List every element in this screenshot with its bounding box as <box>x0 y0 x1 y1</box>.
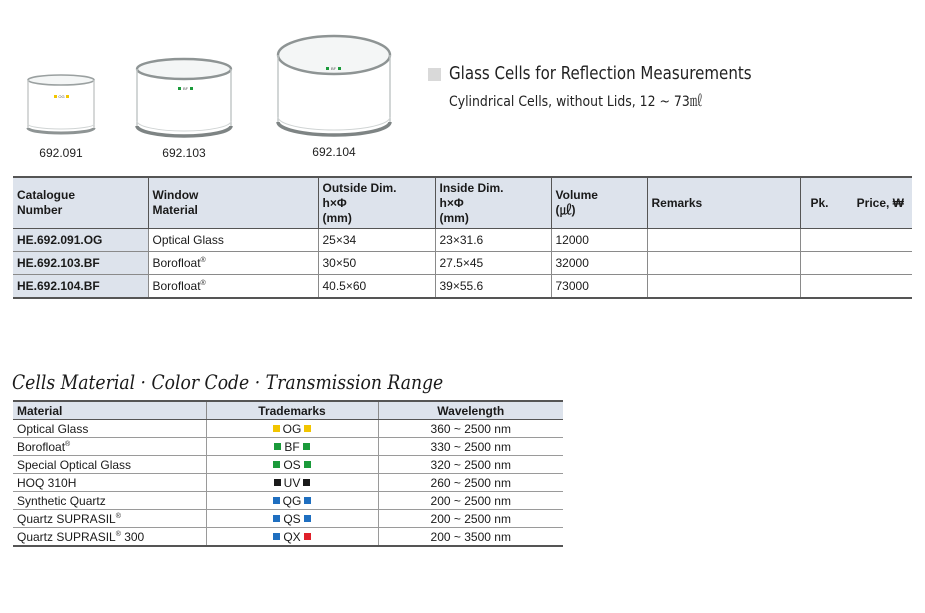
trademark-code: OS <box>283 457 301 472</box>
color-square-icon <box>303 479 310 486</box>
cell-catalogue: HE.692.091.OG <box>13 229 148 252</box>
glass-cell-icon <box>134 56 234 142</box>
cell-trademark <box>206 420 378 438</box>
color-code-square <box>54 95 57 98</box>
header-pk-price <box>800 177 912 229</box>
table-row <box>13 456 563 474</box>
header-volume: Volume (㎕) <box>551 177 647 229</box>
color-code-square <box>326 67 329 70</box>
cell-material: HOQ 310H <box>13 474 206 492</box>
color-square-icon <box>273 533 280 540</box>
color-code-square <box>190 87 193 90</box>
color-square-icon <box>274 443 281 450</box>
header-window-material: Window Material <box>148 177 318 229</box>
header-inside-dim: Inside Dim. h×Φ (mm) <box>435 177 551 229</box>
color-square-icon <box>304 461 311 468</box>
color-code-square <box>66 95 69 98</box>
section-title-color-code: Cells Material · Color Code · Transmission Range <box>12 370 444 394</box>
catalogue-label: 692.104 <box>312 145 356 159</box>
cell-material: Quartz SUPRASIL® <box>13 510 206 528</box>
cell-wavelength: 200 ~ 3500 nm <box>378 528 563 547</box>
table-row <box>13 229 912 252</box>
trademark-code: QG <box>282 493 302 508</box>
trademark-code: QX <box>283 529 301 544</box>
cell-catalogue: HE.692.104.BF <box>13 275 148 299</box>
table-row <box>13 252 912 275</box>
product-image-692-104 <box>274 32 394 159</box>
table-row <box>13 492 563 510</box>
color-square-icon <box>273 515 280 522</box>
cell-volume: 73000 <box>551 275 647 299</box>
cell-volume: 12000 <box>551 229 647 252</box>
cell-pk-price <box>800 229 912 252</box>
glass-cell-icon <box>26 72 96 142</box>
color-code-label: BF <box>330 66 337 71</box>
cell-volume: 32000 <box>551 252 647 275</box>
color-square-icon <box>304 515 311 522</box>
cell-trademark <box>206 492 378 510</box>
table-row <box>13 528 563 547</box>
cell-material: Special Optical Glass <box>13 456 206 474</box>
trademark-code: BF <box>284 439 300 454</box>
cell-inside: 39×55.6 <box>435 275 551 299</box>
cell-wavelength: 260 ~ 2500 nm <box>378 474 563 492</box>
cell-outside: 30×50 <box>318 252 435 275</box>
color-square-icon <box>304 533 311 540</box>
page-title: Glass Cells for Reflection Measurements <box>449 64 752 84</box>
color-square-icon <box>274 479 281 486</box>
color-code-table <box>13 400 563 547</box>
cell-material: Borofloat® <box>13 438 206 456</box>
trademark-code: OG <box>282 421 302 436</box>
cell-wavelength: 200 ~ 2500 nm <box>378 492 563 510</box>
cell-trademark <box>206 456 378 474</box>
cell-wavelength: 200 ~ 2500 nm <box>378 510 563 528</box>
color-code-label: OG <box>58 94 65 99</box>
color-code-square <box>338 67 341 70</box>
header-remarks: Remarks <box>647 177 800 229</box>
cell-wavelength: 360 ~ 2500 nm <box>378 420 563 438</box>
table-header-row <box>13 401 563 420</box>
color-square-icon <box>304 497 311 504</box>
color-square-icon <box>273 497 280 504</box>
header-material: Material <box>13 401 206 420</box>
color-square-icon <box>304 425 311 432</box>
catalogue-label: 692.103 <box>162 146 206 160</box>
table-header-row <box>13 177 912 229</box>
header-price: Price, ₩ <box>856 195 904 210</box>
cell-material: Synthetic Quartz <box>13 492 206 510</box>
cell-remarks <box>647 252 800 275</box>
table-row <box>13 474 563 492</box>
table-row <box>13 275 912 299</box>
color-square-icon <box>303 443 310 450</box>
cell-material: Optical Glass <box>13 420 206 438</box>
cell-pk-price <box>800 252 912 275</box>
cell-trademark <box>206 528 378 547</box>
cell-pk-price <box>800 275 912 299</box>
cell-inside: 27.5×45 <box>435 252 551 275</box>
cell-trademark <box>206 438 378 456</box>
cell-material: Borofloat® <box>148 275 318 299</box>
table-row <box>13 510 563 528</box>
color-square-icon <box>273 461 280 468</box>
header-outside-dim: Outside Dim. h×Φ (mm) <box>318 177 435 229</box>
glass-cell-icon <box>274 32 394 142</box>
cell-material: Optical Glass <box>148 229 318 252</box>
page-subtitle: Cylindrical Cells, without Lids, 12 ~ 73㎖ <box>449 94 703 110</box>
cell-outside: 40.5×60 <box>318 275 435 299</box>
cell-material: Quartz SUPRASIL® 300 <box>13 528 206 547</box>
product-image-692-091 <box>26 72 96 160</box>
cell-material: Borofloat® <box>148 252 318 275</box>
bullet-square-icon <box>428 68 441 81</box>
cell-remarks <box>647 229 800 252</box>
color-code-label: BF <box>182 86 189 91</box>
color-code-square <box>178 87 181 90</box>
cell-wavelength: 320 ~ 2500 nm <box>378 456 563 474</box>
table-row <box>13 420 563 438</box>
cell-inside: 23×31.6 <box>435 229 551 252</box>
trademark-code: UV <box>283 475 301 490</box>
header-catalogue: Catalogue Number <box>13 177 148 229</box>
table-row <box>13 438 563 456</box>
cell-remarks <box>647 275 800 299</box>
cell-wavelength: 330 ~ 2500 nm <box>378 438 563 456</box>
trademark-code: QS <box>283 511 301 526</box>
cell-outside: 25×34 <box>318 229 435 252</box>
header-wavelength: Wavelength <box>378 401 563 420</box>
cell-catalogue: HE.692.103.BF <box>13 252 148 275</box>
header-trademarks: Trademarks <box>206 401 378 420</box>
product-image-692-103 <box>134 56 234 160</box>
catalogue-label: 692.091 <box>39 146 83 160</box>
product-table <box>13 176 912 299</box>
color-square-icon <box>273 425 280 432</box>
header-pk: Pk. <box>810 195 829 210</box>
cell-trademark <box>206 510 378 528</box>
cell-trademark <box>206 474 378 492</box>
